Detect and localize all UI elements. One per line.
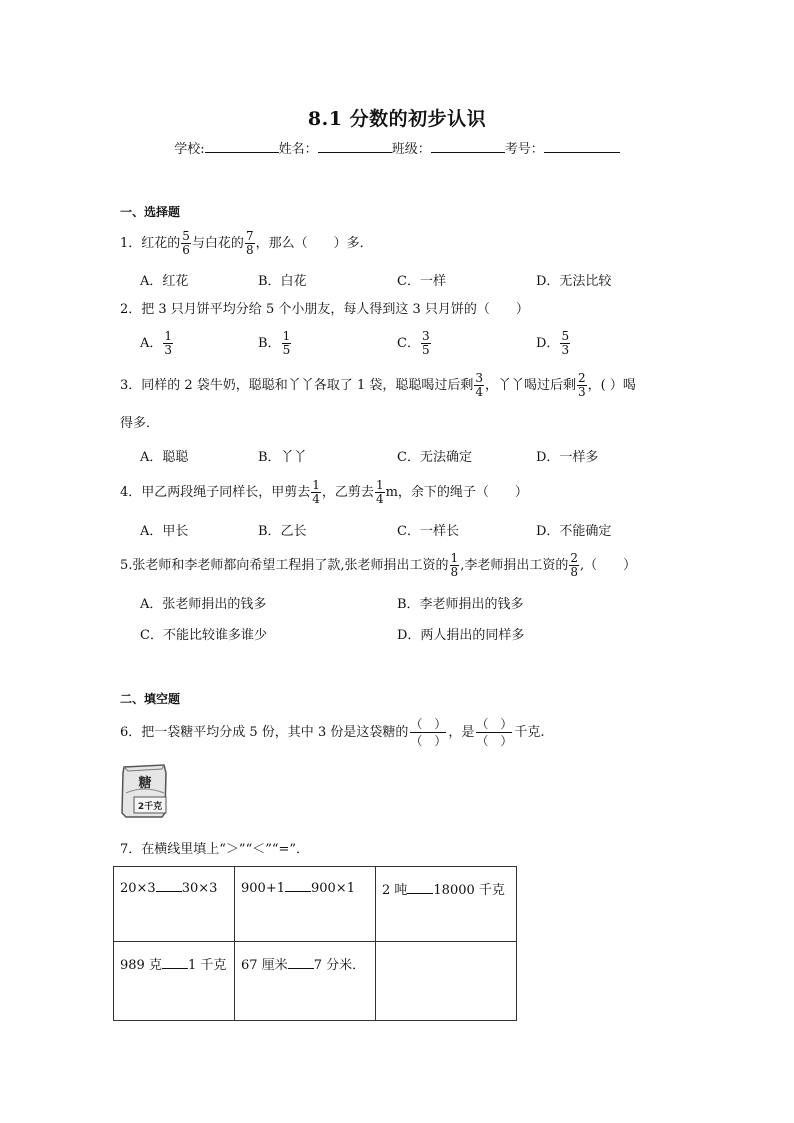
q3-option-c[interactable]: C．无法确定 [397, 450, 472, 465]
question-7: 7．在横线里填上“＞”“＜”“=”． [120, 842, 310, 857]
q4-text-c: m，余下的绳子（ ） [385, 485, 528, 500]
question-3 [120, 372, 636, 399]
q1-text-c: ，那么（ ）多． [255, 236, 373, 251]
cmp-cell-5: 67 厘米 7 分米． [235, 942, 376, 1021]
q1-text-b: 与白花的 [191, 236, 244, 251]
question-3-line-2: 得多． [120, 416, 160, 431]
q3-option-d[interactable]: D．一样多 [536, 450, 599, 465]
q5-option-b[interactable]: B．李老师捐出的钱多 [397, 597, 524, 612]
question-5 [120, 552, 636, 579]
q4-option-a[interactable]: A．甲长 [140, 524, 189, 539]
question-2: 2．把 3 只月饼平均分给 5 个小朋友，每人得到这 3 只月饼的（ ） [120, 302, 529, 317]
page-title: 8.1 分数的初步认识 [307, 108, 487, 130]
q4-text-a: 4．甲乙两段绳子同样长，甲剪去 [120, 485, 311, 500]
q3-fraction-2: $\frac{2}{3}$ [578, 371, 586, 399]
q4-option-b[interactable]: B．乙长 [258, 524, 307, 539]
number-label: 考号： [504, 142, 544, 157]
sugar-bag-image [118, 763, 170, 819]
q6-text-a: 6．把一袋糖平均分成 5 份，其中 3 份是这袋糖的 [120, 725, 409, 740]
q1-fraction-2: $\frac{7}{8}$ [245, 229, 254, 257]
name-label: 姓名： [278, 142, 318, 157]
q2-option-d[interactable]: D． $\frac{5}{3}$ [536, 329, 570, 357]
q6-text-b: ，是 [448, 725, 475, 740]
q1-option-d[interactable]: D．无法比较 [536, 274, 612, 289]
q6-blank-fraction-1[interactable]: （ ） （ ） [410, 717, 447, 748]
q5-option-a[interactable]: A．张老师捐出的钱多 [140, 597, 267, 612]
q1-option-b[interactable]: B．白花 [258, 274, 307, 289]
question-1 [120, 230, 373, 257]
q5-option-c[interactable]: C．不能比较谁多谁少 [140, 628, 267, 643]
q4-fraction-1: $\frac{1}{4}$ [312, 478, 320, 506]
q3-fraction-1: $\frac{3}{4}$ [475, 371, 483, 399]
student-info-line [0, 138, 794, 157]
q3-text-c: ，( ）喝 [587, 378, 636, 393]
q5-fraction-2: $\frac{2}{8}$ [570, 551, 578, 579]
q1-fraction-1: $\frac{5}{6}$ [182, 229, 190, 257]
question-6 [120, 716, 545, 749]
class-blank[interactable] [431, 140, 505, 153]
cmp-cell-1: 20×3 30×3 [114, 867, 235, 942]
section-heading-fill: 二、填空题 [120, 692, 181, 706]
q4-fraction-2: $\frac{1}{4}$ [375, 478, 384, 506]
cmp-blank-3[interactable] [407, 881, 433, 894]
cmp-blank-1[interactable] [156, 879, 182, 892]
class-label: 班级： [391, 142, 431, 157]
q5-text-b: ,李老师捐出工资的 [460, 558, 569, 573]
q3-option-b[interactable]: B．丫丫 [258, 450, 307, 465]
cmp-cell-3: 2 吨 18000 千克 [376, 867, 517, 942]
q4-option-d[interactable]: D．不能确定 [536, 524, 612, 539]
q3-text-a: 3．同样的 2 袋牛奶，聪聪和丫丫各取了 1 袋，聪聪喝过后剩 [120, 378, 474, 393]
bag-top-label: 糖 [138, 776, 152, 791]
q6-blank-fraction-2[interactable]: （ ） （ ） [476, 717, 513, 748]
q5-text-a: 5.张老师和李老师都向希望工程捐了款,张老师捐出工资的 [120, 558, 449, 573]
comparison-table [113, 866, 517, 1021]
number-blank[interactable] [544, 140, 620, 153]
q5-option-d[interactable]: D．两人捐出的同样多 [397, 628, 525, 643]
school-label: 学校: [174, 142, 205, 157]
q4-option-c[interactable]: C．一样长 [397, 524, 459, 539]
q1-text-a: 1．红花的 [120, 236, 181, 251]
q1-option-c[interactable]: C．一样 [397, 274, 446, 289]
cmp-cell-4: 989 克 1 千克 [114, 942, 235, 1021]
cmp-cell-empty [376, 942, 517, 1021]
cmp-blank-2[interactable] [285, 879, 311, 892]
q5-text-c: ,（ ） [579, 558, 637, 573]
q2-option-b[interactable]: B． $\frac{1}{5}$ [258, 329, 291, 357]
section-heading-choice: 一、选择题 [120, 205, 181, 219]
q3-text-b: ，丫丫喝过后剩 [484, 378, 576, 393]
school-blank[interactable] [205, 140, 279, 153]
q6-text-c: 千克. [514, 725, 545, 740]
cmp-blank-4[interactable] [162, 956, 188, 969]
q4-text-b: ，乙剪去 [321, 485, 374, 500]
q3-option-a[interactable]: A．聪聪 [140, 450, 189, 465]
cmp-cell-2: 900+1 900×1 [235, 867, 376, 942]
q2-option-c[interactable]: C． $\frac{3}{5}$ [397, 329, 430, 357]
name-blank[interactable] [318, 140, 392, 153]
q1-option-a[interactable]: A．红花 [140, 274, 189, 289]
cmp-blank-5[interactable] [288, 956, 314, 969]
bag-weight-label: 2千克 [137, 802, 163, 812]
q5-fraction-1: $\frac{1}{8}$ [450, 551, 459, 579]
q2-option-a[interactable]: A． $\frac{1}{3}$ [140, 329, 173, 357]
question-4 [120, 479, 528, 506]
